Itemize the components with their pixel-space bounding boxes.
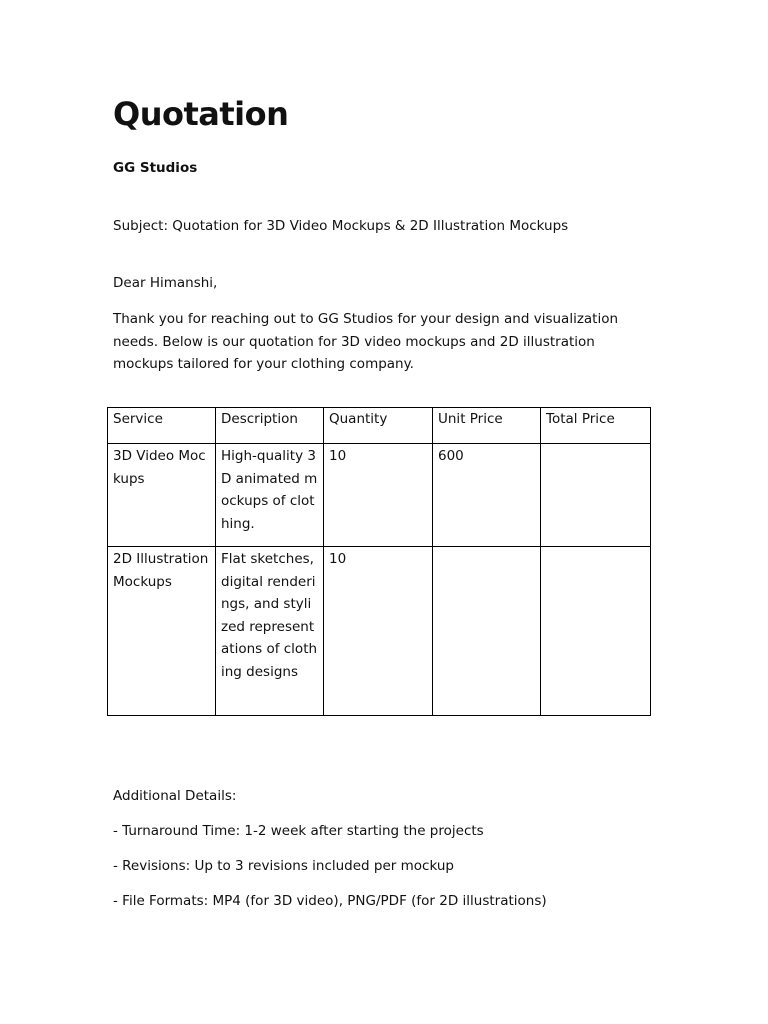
header-quantity: Quantity (324, 408, 433, 444)
company-name: GG Studios (113, 160, 198, 176)
header-unit-price: Unit Price (433, 408, 541, 444)
cell-service: 3D Video Mockups (108, 444, 216, 547)
detail-turnaround: - Turnaround Time: 1-2 week after starting the projects (113, 823, 484, 839)
header-service: Service (108, 408, 216, 444)
header-description: Description (216, 408, 324, 444)
intro-paragraph: Thank you for reaching out to GG Studios for your design and visualization needs. Below is our quotation for 3D video mockups and 2D illustration mockups tailored for your clothing company. (113, 311, 619, 372)
cell-total-price (541, 444, 651, 547)
detail-revisions: - Revisions: Up to 3 revisions included per mockup (113, 858, 454, 874)
cell-unit-price: 600 (433, 444, 541, 547)
header-total-price: Total Price (541, 408, 651, 444)
additional-details-heading: Additional Details: (113, 788, 237, 804)
document-title: Quotation (113, 95, 289, 133)
table-header-row (108, 408, 651, 444)
cell-total-price (541, 547, 651, 716)
cell-unit-price (433, 547, 541, 716)
cell-description: High-quality 3D animated mockups of clothing. (216, 444, 324, 547)
detail-file-formats: - File Formats: MP4 (for 3D video), PNG/PDF (for 2D illustrations) (113, 893, 547, 909)
cell-description: Flat sketches, digital renderings, and stylized representations of clothing designs (216, 547, 324, 716)
subject-line: Subject: Quotation for 3D Video Mockups & 2D Illustration Mockups (113, 218, 569, 234)
cell-quantity: 10 (324, 444, 433, 547)
cell-quantity: 10 (324, 547, 433, 716)
quotation-table (107, 407, 651, 716)
cell-service: 2D Illustration Mockups (108, 547, 216, 716)
greeting: Dear Himanshi, (113, 275, 218, 291)
table-row (108, 547, 651, 716)
table-row (108, 444, 651, 547)
